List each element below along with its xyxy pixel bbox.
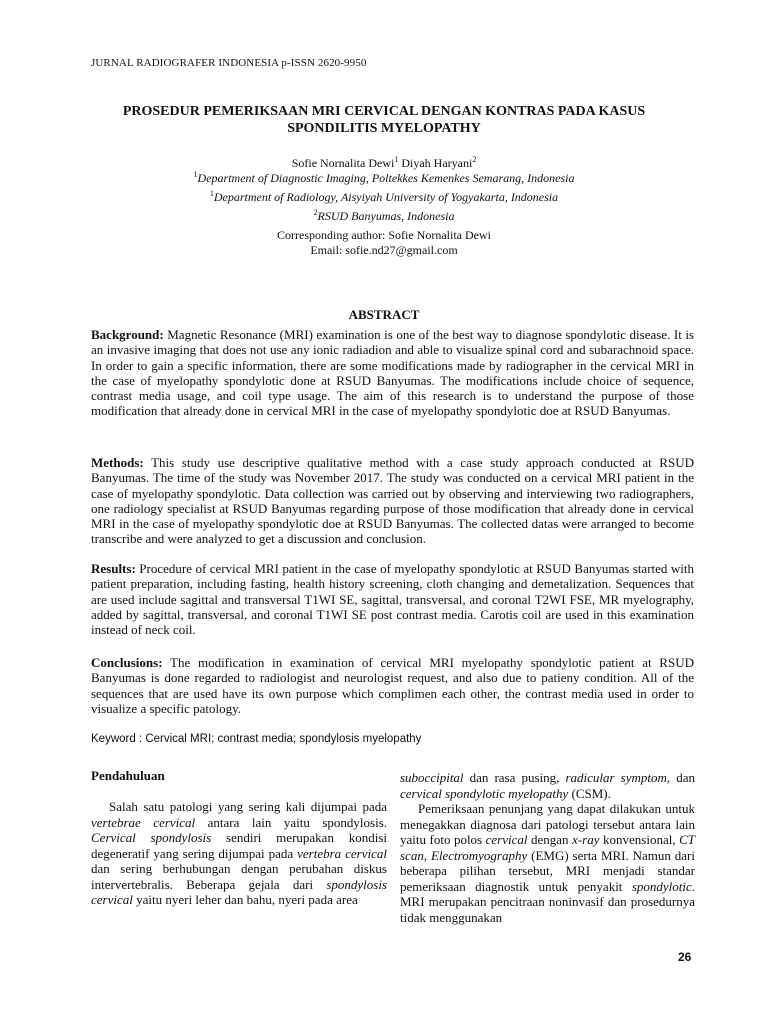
text-run: Salah satu patologi yang sering kali dijumpai pada <box>109 799 387 814</box>
background-label: Background: <box>91 327 164 342</box>
italic-term: Electromyography <box>430 847 528 863</box>
affiliation-1-text: Department of Diagnostic Imaging, Poltekkes Kemenkes Semarang, Indonesia <box>197 171 575 185</box>
results-text: Procedure of cervical MRI patient in the case of myelopathy spondylotic at RSUD Banyumas started with patient preparation, including fasting, health history screening, cloth changing and demetalization. Sequences that are used include sagittal and transversal T1WI SE, sagittal, transversal, and coronal T2WI FSE, MR myelography, added by sagittal, transversal, and coronal T1WI SE post contrast media. Carotis coil are used in this examination instead of neck coil. <box>91 561 694 638</box>
conclusions-label: Conclusions: <box>91 655 163 670</box>
text-run: sendiri merupakan kondisi degeneratif yang sering dijumpai pada <box>91 830 388 861</box>
journal-header: JURNAL RADIOGRAFER INDONESIA p-ISSN 2620-9950 <box>91 57 367 69</box>
background-text: Magnetic Resonance (MRI) examination is one of the best way to diagnose spondylotic disease. It is an invasive imaging that does not use any ionic radiadion and able to visualize spinal cord and subarachnoid space. In order to gain a specific information, there are some modifications made by radiographer in the cervical MRI in the case of myelopathy spondylotic done at RSUD Banyumas. The modifications include choice of sequence, contrast media usage, and coil type usage. The aim of this research is to understand the purpose of those modification that already done in cervical MRI in the case of myelopathy spondylotic doe at RSUD Banyumas. <box>91 327 694 419</box>
keywords: Keyword : Cervical MRI; contrast media; spondylosis myelopathy <box>91 733 422 745</box>
italic-term: vertebrae cervical <box>91 814 196 830</box>
right-column-paragraph-1 <box>400 770 695 801</box>
author-2-sup: 2 <box>472 155 477 164</box>
italic-term: vertebra cervical <box>297 845 387 861</box>
author-1: Sofie Nornalita Dewi <box>291 156 395 170</box>
italic-term: CT scan <box>400 832 696 863</box>
abstract-background <box>91 327 694 419</box>
italic-term: x-ray <box>572 832 600 847</box>
email: Email: sofie.nd27@gmail.com <box>310 242 458 257</box>
text-run: yaitu nyeri leher dan bahu, nyeri pada area <box>132 892 358 907</box>
italic-term: cervical <box>485 832 528 847</box>
text-run: , <box>423 847 431 863</box>
italic-term: spondylosis cervical <box>91 876 387 907</box>
affiliation-3-text: RSUD Banyumas, Indonesia <box>317 209 455 223</box>
italic-term: Cervical spondylosis <box>91 830 212 845</box>
author-1-sup: 1 <box>394 155 399 164</box>
affiliation-3 <box>88 205 680 224</box>
author-2: Diyah Haryani <box>398 156 473 170</box>
text-run: dan rasa pusing, <box>463 770 566 785</box>
text-run: Pemeriksaan penunjang yang dapat dilakukan untuk menegakkan diagnosa dari patologi tersebut antara lain yaitu foto polos <box>400 801 695 847</box>
abstract-heading: ABSTRACT <box>348 307 420 322</box>
paper-title <box>88 103 680 137</box>
affiliation-1-sup: 1 <box>193 170 198 179</box>
title-line-1: PROSEDUR PEMERIKSAAN MRI CERVICAL DENGAN KONTRAS PADA KASUS <box>122 104 646 119</box>
abstract-conclusions <box>91 655 694 716</box>
text-run: dengan <box>527 832 573 847</box>
text-run: , dan <box>666 770 695 785</box>
section-heading: Pendahuluan <box>91 768 165 783</box>
affiliation-2 <box>88 186 680 205</box>
text-run: . MRI merupakan pencitraan noninvasif dan prosedurnya tidak menggunakan <box>400 878 695 925</box>
affiliation-2-sup: 1 <box>209 189 214 198</box>
methods-label: Methods: <box>91 455 144 470</box>
abstract-methods <box>91 455 694 547</box>
italic-term: spondylotic <box>631 878 692 894</box>
italic-term: cervical spondylotic myelopathy <box>400 785 569 801</box>
italic-term: radicular symptom <box>565 770 667 785</box>
right-column-paragraph-2 <box>400 801 695 925</box>
methods-text: This study use descriptive qualitative method with a case study approach conducted at RSUD Banyumas. The time of the study was November 2017. The study was conducted on a cervical MRI patient in the case of myelopathy spondylotic. Data collection was carried out by observing and interviewing two radiographers, one radiology specialist at RSUD Banyumas regarding purpose of those modification that already done in cervical MRI in the case of myelopathy spondylotic doe at RSUD Banyumas. The collected datas were arranged to become transcribe and were analyzed to get a discussion and conclusion. <box>91 455 694 547</box>
correspondence <box>88 228 680 257</box>
text-run: antara lain yaitu spondylosis. <box>195 814 387 830</box>
corresponding-author: Corresponding author: Sofie Nornalita Dewi <box>277 228 491 242</box>
left-column-paragraph <box>91 799 387 908</box>
text-run: dan sering berhubungan dengan perubahan diskus intervertebralis. Beberapa gejala dari <box>91 861 387 892</box>
text-run: (EMG) serta MRI. Namun dari beberapa pilihan tersebut, MRI menjadi standar pemeriksaan diagnostik untuk penyakit <box>400 847 695 894</box>
affiliation-2-text: Department of Radiology, Aisyiyah University of Yogyakarta, Indonesia <box>213 190 559 204</box>
results-label: Results: <box>91 561 136 576</box>
affiliations <box>88 167 680 224</box>
affiliation-1 <box>88 167 680 186</box>
text-run: konvensional, <box>599 832 680 847</box>
page-number: 26 <box>678 950 692 964</box>
conclusions-text: The modification in examination of cervical MRI myelopathy spondylotic patient at RSUD Banyumas is done regarded to radiologist and neurologist request, and also due to patieny condition. All of the sequences that are used have its own purpose which complimen each other, the contrast media used in order to visualize a specific patology. <box>91 655 694 716</box>
title-line-2: SPONDILITIS MYELOPATHY <box>287 121 481 136</box>
affiliation-3-sup: 2 <box>313 208 318 217</box>
text-run: (CSM). <box>568 785 611 801</box>
abstract-results <box>91 561 694 637</box>
italic-term: suboccipital <box>400 770 464 785</box>
